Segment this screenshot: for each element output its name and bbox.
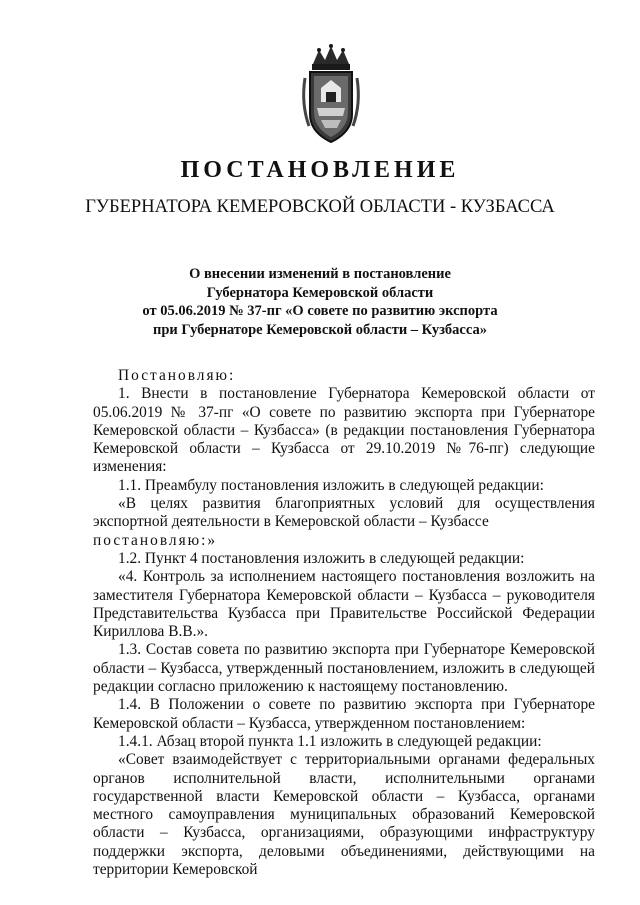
- heading-line: О внесении изменений в постановление: [189, 266, 451, 282]
- document-subtitle: ГУБЕРНАТОРА КЕМЕРОВСКОЙ ОБЛАСТИ - КУЗБАССА: [85, 197, 555, 217]
- paragraph: «4. Контроль за исполнением настоящего постановления возложить на заместителя Губернатора Кемеровской области – Кузбасса – руководителя Представительства Кузбасса при Правительстве Российской Федерации Кириллова В.В.».: [93, 568, 595, 641]
- paragraph: 1. Внести в постановление Губернатора Кемеровской области от 05.06.2019 № 37-пг «О совете по развитию экспорта при Губернаторе Кемеровской области – Кузбасса» (в редакции постановления Губернатора Кемеровской области – Кузбасса от 29.10.2019 №76-пг) следующие изменения:: [93, 385, 595, 476]
- paragraph: «В целях развития благоприятных условий для осуществления экспортной деятельности в Кемеровской области – Кузбассе: [93, 495, 595, 531]
- document-body: [93, 367, 595, 879]
- coat-of-arms-emblem: [299, 44, 363, 148]
- document-title: ПОСТАНОВЛЕНИЕ: [180, 157, 460, 183]
- document-heading: [0, 265, 640, 339]
- paragraph: «Совет взаимодействует с территориальными органами федеральных органов исполнительной власти, исполнительными органами государственной власти Кемеровской области – Кузбасса, органами местного самоуправления муниципальных образований Кемеровской области – Кузбасса, организациями, образующими инфраструктуру поддержки экспорта, деловыми объединениями, действующими на территории Кемеровской: [93, 751, 595, 879]
- paragraph: 1.4. В Положении о совете по развитию экспорта при Губернаторе Кемеровской области – Кузбасса, утвержденном постановлением:: [93, 696, 595, 732]
- paragraph: 1.1. Преамбулу постановления изложить в следующей редакции:: [118, 476, 544, 494]
- paragraph: 1.3. Состав совета по развитию экспорта при Губернаторе Кемеровской области – Кузбасса, утвержденный постановлением, изложить в следующей редакции согласно приложению к настоящему постановлению.: [93, 641, 595, 696]
- paragraph: 1.2. Пункт 4 постановления изложить в следующей редакции:: [118, 549, 525, 567]
- heading-line: от 05.06.2019 № 37-пг «О совете по развитию экспорта: [142, 303, 498, 319]
- heading-line: Губернатора Кемеровской области: [206, 284, 434, 301]
- heading-line: при Губернаторе Кемеровской области – Кузбасса»: [153, 321, 487, 338]
- preamble-end: постановляю:»: [93, 531, 218, 549]
- paragraph: 1.4.1. Абзац второй пункта 1.1 изложить в следующей редакции:: [118, 732, 542, 750]
- lead-word: Постановляю:: [118, 367, 236, 384]
